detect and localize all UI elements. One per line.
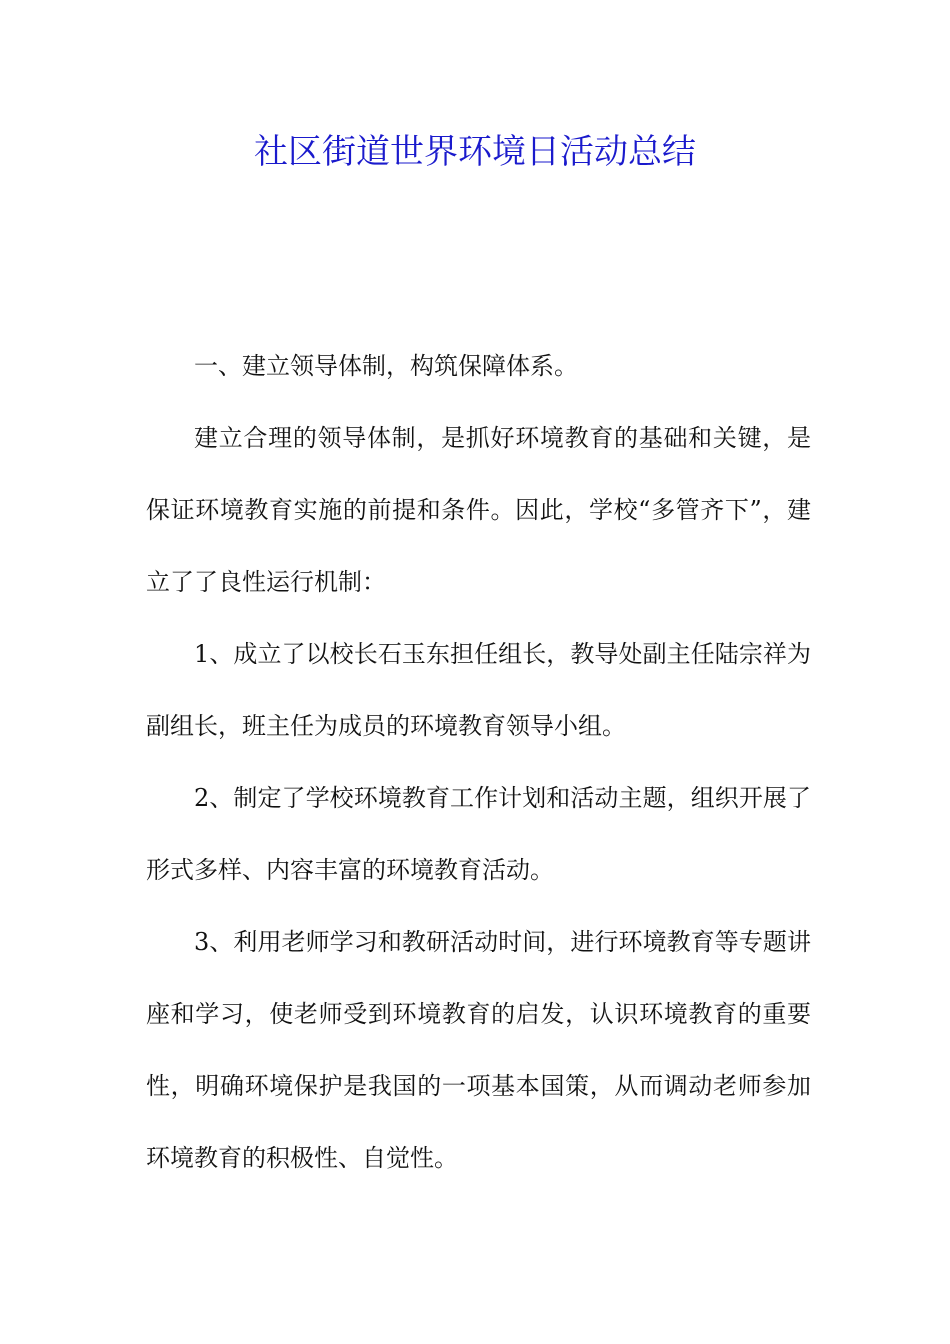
- list-item: 2、制定了学校环境教育工作计划和活动主题，组织开展了形式多样、内容丰富的环境教育活动。: [146, 784, 811, 884]
- document-title: 社区街道世界环境日活动总结: [254, 132, 696, 172]
- section-heading: 一、建立领导体制，构筑保障体系。: [194, 352, 578, 380]
- document-body: [146, 330, 811, 1194]
- list-item: 1、成立了以校长石玉东担任组长，教导处副主任陆宗祥为副组长，班主任为成员的环境教育领导小组。: [146, 640, 811, 740]
- paragraph: 建立合理的领导体制，是抓好环境教育的基础和关键，是保证环境教育实施的前提和条件。因此，学校“多管齐下”，建立了了良性运行机制：: [146, 424, 811, 596]
- list-item: 3、利用老师学习和教研活动时间，进行环境教育等专题讲座和学习，使老师受到环境教育的启发，认识环境教育的重要性，明确环境保护是我国的一项基本国策，从而调动老师参加环境教育的积极性、自觉性。: [146, 928, 811, 1172]
